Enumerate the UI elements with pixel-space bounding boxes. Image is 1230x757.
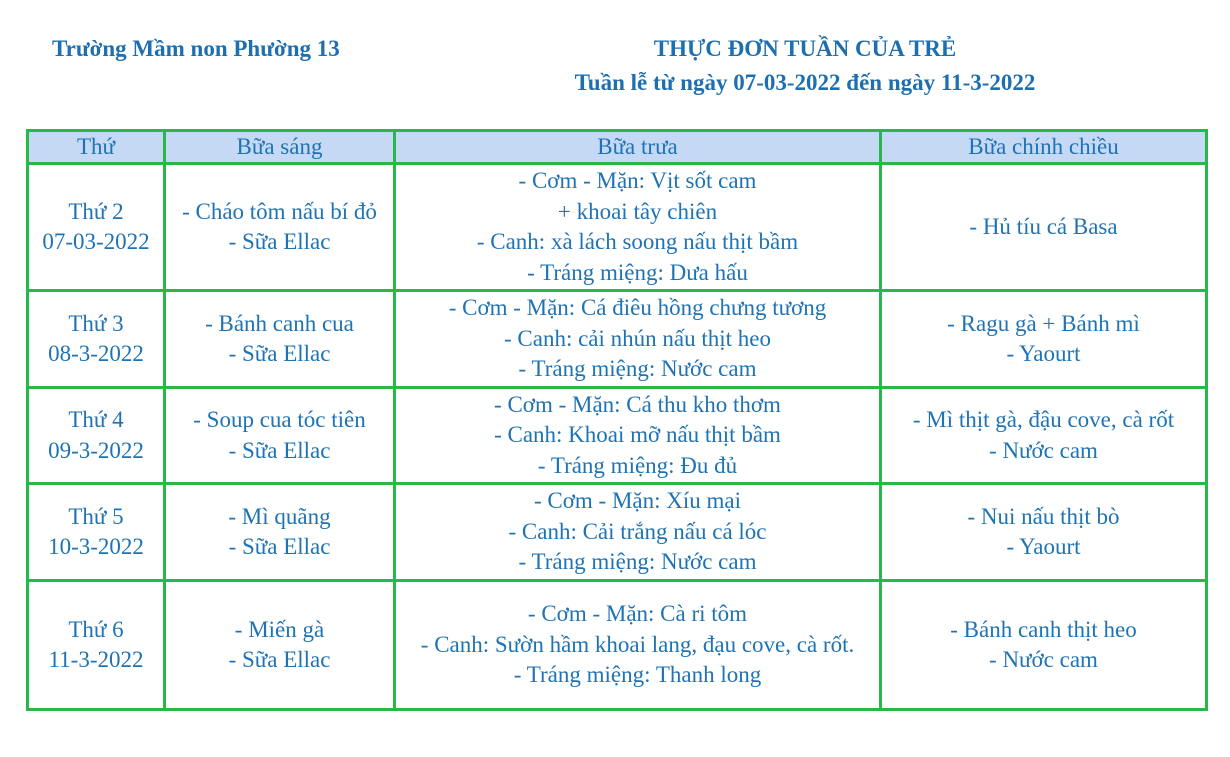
day-date: 07-03-2022: [42, 229, 150, 254]
breakfast-cell: [165, 484, 395, 581]
day-name: Thứ 5: [68, 503, 124, 529]
lunch-cell: [395, 581, 881, 710]
table-row: [28, 388, 1207, 484]
menu-item: - Cháo tôm nấu bí đỏ: [182, 198, 377, 224]
menu-item: - Hủ tíu cá Basa: [969, 213, 1118, 239]
menu-item: - Bánh canh cua: [205, 310, 354, 336]
menu-item: - Tráng miệng: Nước cam: [518, 356, 757, 382]
day-name: Thứ 2: [68, 198, 124, 224]
table-row: [28, 581, 1207, 710]
col-header-lunch: Bữa trưa: [395, 131, 881, 164]
table-row: [28, 484, 1207, 581]
day-cell: [28, 484, 165, 581]
school-name: Trường Mầm non Phường 13: [52, 36, 340, 61]
menu-item: - Tráng miệng: Nước cam: [518, 549, 757, 575]
afternoon-cell: [881, 581, 1207, 710]
menu-item: - Bánh canh thịt heo: [950, 616, 1137, 642]
breakfast-cell: [165, 164, 395, 291]
menu-item: - Cơm - Mặn: Cà ri tôm: [527, 601, 748, 627]
table-row: [28, 164, 1207, 291]
menu-title: THỰC ĐƠN TUẦN CỦA TRẺ: [653, 36, 957, 61]
menu-item: - Sữa Ellac: [228, 341, 331, 366]
menu-item: - Canh: Khoai mỡ nấu thịt bầm: [494, 422, 781, 448]
menu-item: - Sữa Ellac: [228, 647, 331, 672]
menu-item: - Nui nấu thịt bò: [967, 503, 1120, 529]
menu-item: - Nước cam: [989, 437, 1098, 463]
afternoon-cell: [881, 388, 1207, 484]
menu-item: - Ragu gà + Bánh mì: [947, 310, 1140, 336]
menu-item: - Cơm - Mặn: Cá thu kho thơm: [494, 391, 781, 417]
col-header-afternoon: Bữa chính chiều: [881, 131, 1207, 164]
menu-item: - Tráng miệng: Dưa hấu: [527, 259, 748, 285]
menu-item: - Mì quãng: [228, 503, 331, 529]
menu-week-range: Tuần lễ từ ngày 07-03-2022 đến ngày 11-3-2022: [574, 70, 1036, 95]
menu-item: - Canh: cải nhún nấu thịt heo: [504, 325, 771, 351]
menu-item: - Soup cua tóc tiên: [193, 407, 366, 432]
menu-item: - Sữa Ellac: [228, 534, 331, 559]
day-cell: [28, 164, 165, 291]
menu-item: - Nước cam: [989, 647, 1098, 672]
menu-item: - Canh: Cải trắng nấu cá lóc: [508, 518, 767, 544]
day-name: Thứ 4: [68, 407, 124, 432]
menu-item: - Tráng miệng: Đu đủ: [537, 452, 738, 478]
menu-heading: [480, 32, 1130, 100]
col-header-breakfast: Bữa sáng: [165, 131, 395, 164]
lunch-cell: [395, 291, 881, 388]
weekly-menu-table: [26, 129, 1208, 711]
day-cell: [28, 388, 165, 484]
day-date: 08-3-2022: [48, 341, 144, 366]
menu-item: - Cơm - Mặn: Cá điêu hồng chưng tương: [448, 295, 827, 321]
menu-item: - Cơm - Mặn: Xíu mại: [534, 488, 741, 514]
menu-item: - Cơm - Mặn: Vịt sốt cam: [518, 168, 757, 193]
menu-item: - Canh: xà lách soong nấu thịt bầm: [476, 229, 799, 254]
header-row: [28, 131, 1207, 164]
day-name: Thứ 3: [68, 310, 124, 336]
menu-item: - Mì thịt gà, đậu cove, cà rốt: [912, 407, 1175, 432]
menu-item: - Sữa Ellac: [228, 229, 331, 254]
menu-item: - Yaourt: [1006, 341, 1081, 366]
day-date: 09-3-2022: [48, 437, 144, 463]
menu-item: + khoai tây chiên: [557, 198, 718, 224]
lunch-cell: [395, 388, 881, 484]
day-date: 10-3-2022: [48, 534, 144, 559]
menu-item: - Tráng miệng: Thanh long: [513, 662, 762, 688]
menu-item: - Canh: Sườn hầm khoai lang, đạu cove, cà rốt.: [420, 631, 855, 657]
day-cell: [28, 581, 165, 710]
afternoon-cell: [881, 484, 1207, 581]
day-name: Thứ 6: [68, 616, 124, 642]
breakfast-cell: [165, 291, 395, 388]
breakfast-cell: [165, 388, 395, 484]
menu-item: - Sữa Ellac: [228, 437, 331, 463]
breakfast-cell: [165, 581, 395, 710]
afternoon-cell: [881, 291, 1207, 388]
afternoon-cell: [881, 164, 1207, 291]
day-date: 11-3-2022: [48, 647, 144, 672]
menu-body: [28, 164, 1207, 710]
col-header-day: Thứ: [28, 131, 165, 164]
menu-item: - Yaourt: [1006, 534, 1081, 559]
table-row: [28, 291, 1207, 388]
menu-item: - Miến gà: [234, 616, 325, 642]
day-cell: [28, 291, 165, 388]
lunch-cell: [395, 164, 881, 291]
lunch-cell: [395, 484, 881, 581]
